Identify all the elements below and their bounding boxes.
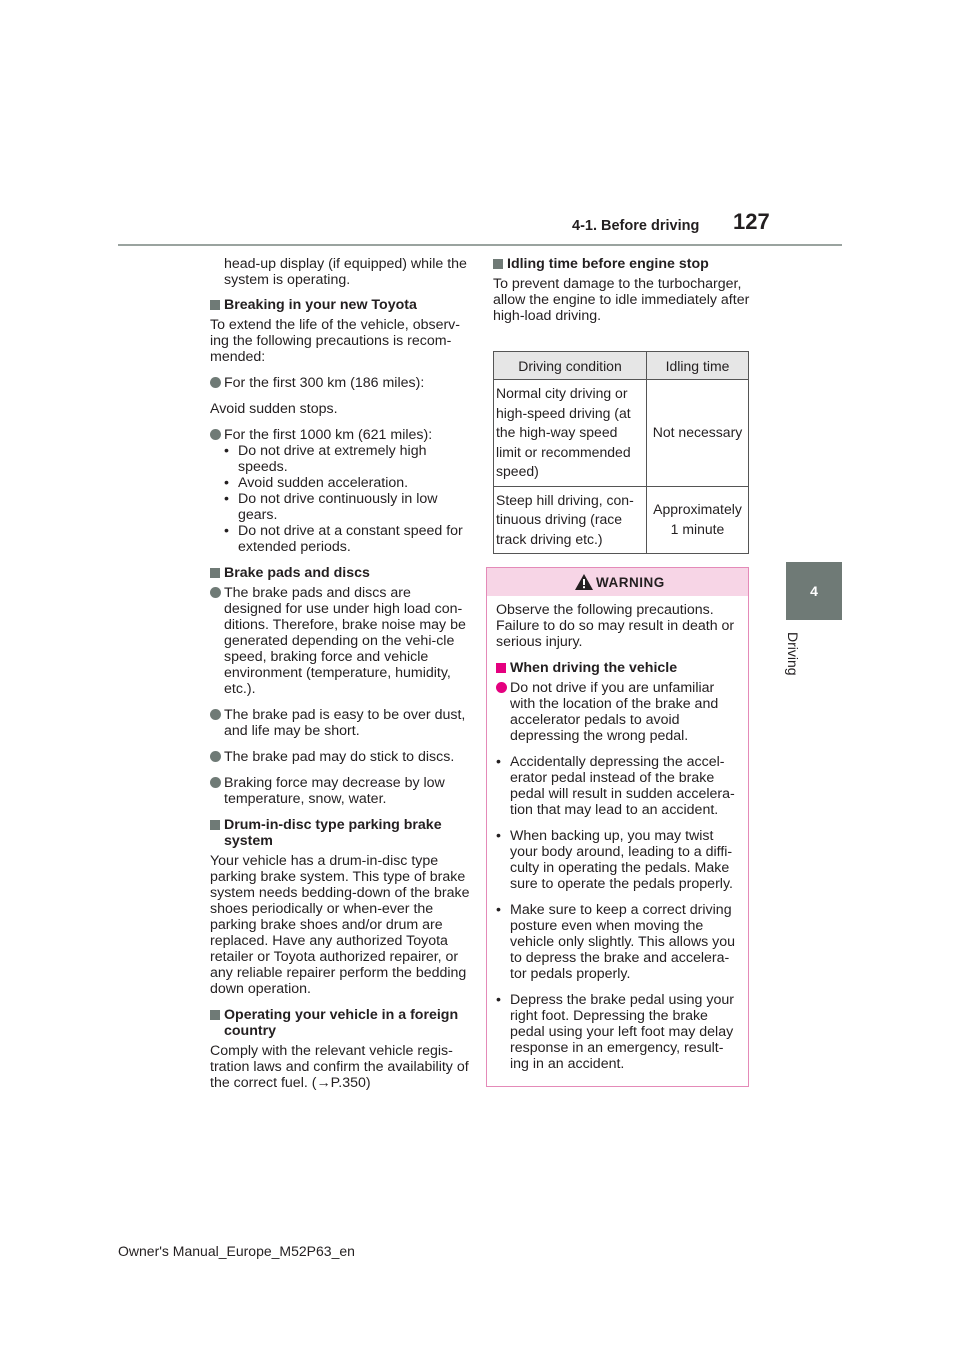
bullet-dot-icon <box>210 587 221 598</box>
list-item: The brake pad may do stick to discs. <box>210 749 470 765</box>
heading-drum-in-disc: Drum-in-disc type parking brake system <box>210 817 470 849</box>
square-bullet-icon <box>210 1010 220 1020</box>
table-cell: Not necessary <box>647 380 749 487</box>
bullet-dot-icon <box>210 377 221 388</box>
right-column <box>493 256 750 334</box>
column-header: Idling time <box>647 352 749 380</box>
warning-triangle-icon <box>575 574 593 590</box>
table-header-row <box>494 352 749 380</box>
list-item: For the first 1000 km (621 miles): • Do not drive at extremely high speeds. • Avoid sudden acceleration. • Do not drive continuously in low gears. • Do not drive at a constant speed for extended periods. <box>210 427 470 555</box>
square-bullet-icon <box>210 300 220 310</box>
bullet-dot-icon <box>210 429 221 440</box>
sub-item: • Accidentally depressing the accel-erator pedal instead of the brake pedal will result in sudden accelera-tion that may lead to an accident. <box>496 754 735 818</box>
warning-box <box>486 567 749 1087</box>
bullet-dot-icon <box>210 777 221 788</box>
heading-idling: Idling time before engine stop <box>493 256 750 272</box>
footer-text: Owner's Manual_Europe_M52P63_en <box>118 1243 355 1259</box>
sub-item: • Avoid sudden acceleration. <box>224 475 409 491</box>
table-cell: Approximately 1 minute <box>647 486 749 554</box>
sub-item: • Do not drive at extremely high speeds. <box>224 443 427 475</box>
heading-foreign-country: Operating your vehicle in a foreign country <box>210 1007 470 1039</box>
sub-item: • Depress the brake pedal using your right foot. Depressing the brake pedal using your left foot may delay response in an emergency, result-ing in an accident. <box>496 992 734 1072</box>
heading-brake-pads: Brake pads and discs <box>210 565 470 581</box>
paragraph: Comply with the relevant vehicle regis-tration laws and confirm the availability of the correct fuel. (→P.350) <box>210 1043 469 1091</box>
paragraph: To prevent damage to the turbocharger, allow the engine to idle immediately after high-load driving. <box>493 276 750 324</box>
bullet-dot-icon <box>210 709 221 720</box>
sub-item: • Do not drive at a constant speed for extended periods. <box>224 523 463 555</box>
bullet-dot-icon <box>496 682 507 693</box>
square-bullet-icon <box>496 663 506 673</box>
heading-break-in: Breaking in your new Toyota <box>210 297 470 313</box>
page-number: 127 <box>733 209 770 234</box>
list-item: Do not drive if you are unfamiliar with the location of the brake and accelerator pedals to avoid depressing the wrong pedal. <box>496 680 738 744</box>
warning-intro: Observe the following precautions. Failure to do so may result in death or serious injury. <box>496 602 735 650</box>
list-item: For the first 300 km (186 miles): <box>210 375 470 391</box>
table-cell: Steep hill driving, con-tinuous driving (race track driving etc.) <box>494 486 647 554</box>
paragraph: Avoid sudden stops. <box>210 401 338 417</box>
paragraph: To extend the life of the vehicle, observ-ing the following precautions is recom-mended: <box>210 317 460 365</box>
list-item: Braking force may decrease by low temperature, snow, water. <box>210 775 470 807</box>
bullet-dot-icon <box>210 751 221 762</box>
idling-time-table <box>493 351 749 554</box>
sub-item: • When backing up, you may twist your body around, leading to a diffi-culty in operating the pedals. Make sure to operate the pedals properly. <box>496 828 733 892</box>
column-header: Driving condition <box>494 352 647 380</box>
section-title: 4-1. Before driving <box>572 218 700 234</box>
warning-title: WARNING <box>596 575 665 590</box>
chapter-tab-label: Driving <box>785 632 801 676</box>
heading-when-driving: When driving the vehicle <box>496 660 738 676</box>
list-item: The brake pad is easy to be over dust, and life may be short. <box>210 707 470 739</box>
continued-text: head-up display (if equipped) while the system is operating. <box>224 256 467 288</box>
sub-item: • Make sure to keep a correct driving posture even when moving the vehicle only slightly. This allows you to depress the brake and accelera-tor pedals properly. <box>496 902 735 982</box>
warning-header <box>487 568 748 596</box>
paragraph: Your vehicle has a drum-in-disc type parking brake system. This type of brake system needs bedding-down of the brake shoes periodically or when-ever the parking brake shoes and/or drum are replaced. Have any authorized Toyota retailer or Toyota authorized repairer, or any reliable repairer perform the bedding down operation. <box>210 853 470 997</box>
list-item: The brake pads and discs are designed for use under high load con-ditions. Therefore, brake noise may be generated depending on the vehi-cle speed, braking force and vehicle environment (temperature, humidity, etc.). <box>210 585 470 697</box>
table-cell: Normal city driving or high-speed driving (at the high-way speed limit or recommended speed) <box>494 380 647 487</box>
chapter-tab-number[interactable]: 4 <box>786 562 842 620</box>
square-bullet-icon <box>493 259 503 269</box>
table-row <box>494 380 749 487</box>
header-divider <box>118 244 842 246</box>
left-column <box>210 256 470 1101</box>
square-bullet-icon <box>210 820 220 830</box>
square-bullet-icon <box>210 568 220 578</box>
table-row <box>494 486 749 554</box>
sub-item: • Do not drive continuously in low gears. <box>224 491 438 523</box>
